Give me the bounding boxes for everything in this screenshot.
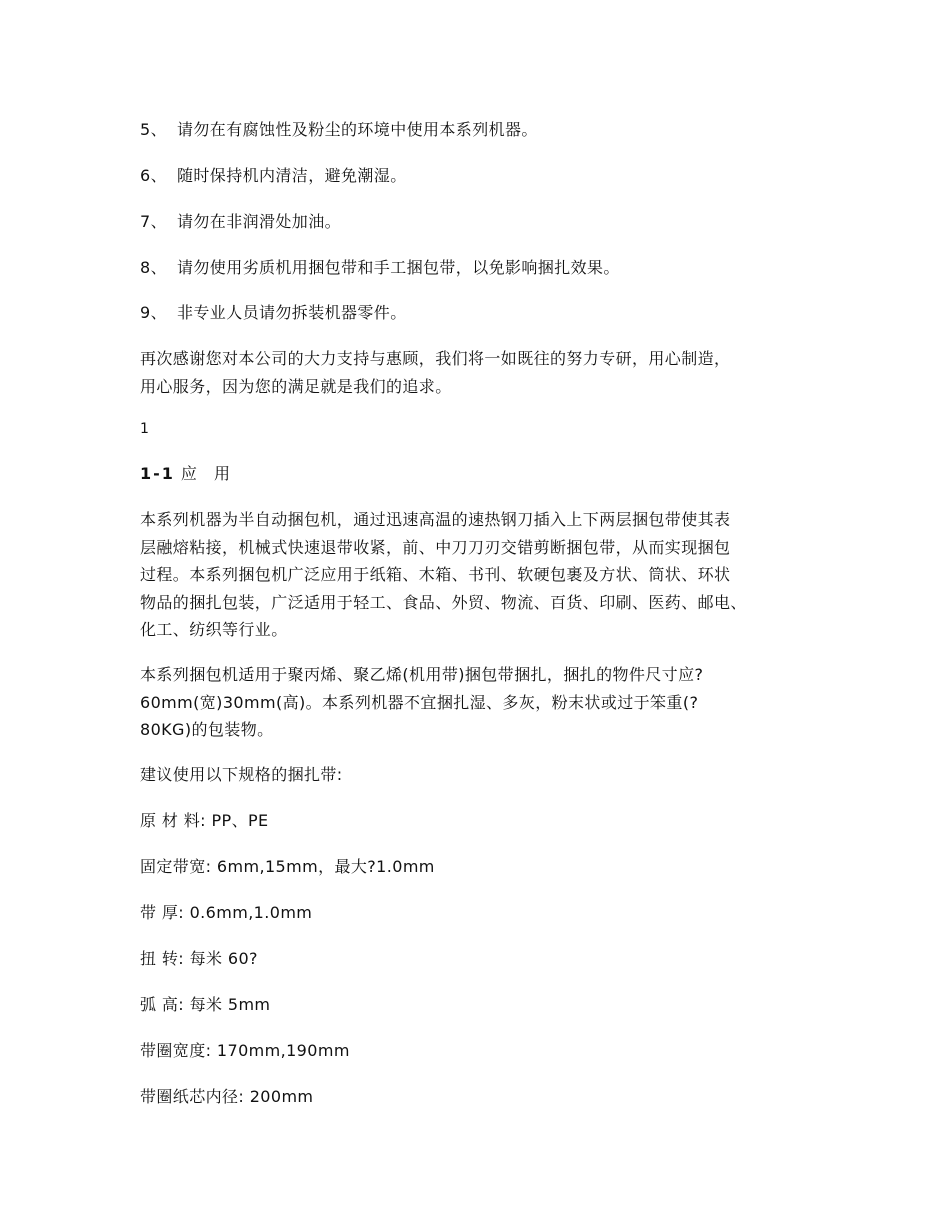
precaution-item-7 bbox=[140, 208, 341, 235]
precaution-text: 请勿使用劣质机用捆包带和手工捆包带，以免影响捆扎效果。 bbox=[177, 258, 620, 277]
precaution-item-8 bbox=[140, 254, 620, 281]
paragraph-line: 80KG)的包装物。 bbox=[140, 720, 274, 739]
spec-row-width bbox=[140, 853, 435, 880]
precaution-text: 随时保持机内清洁，避免潮湿。 bbox=[177, 166, 407, 185]
spec-row-material bbox=[140, 807, 269, 834]
spec-value: 每米 60? bbox=[189, 949, 258, 968]
application-paragraph bbox=[140, 506, 820, 644]
section-number: 1-1 bbox=[140, 464, 175, 483]
list-number: 9、 bbox=[140, 303, 167, 322]
spec-value: 200mm bbox=[249, 1087, 314, 1106]
spec-value: PP、PE bbox=[211, 811, 269, 830]
precaution-item-5 bbox=[140, 116, 538, 143]
page-number: 1 bbox=[140, 421, 150, 437]
paragraph-line: 本系列捆包机适用于聚丙烯、聚乙烯(机用带)捆包带捆扎，捆扎的物件尺寸应? bbox=[140, 665, 704, 684]
paragraph-line: 化工、纺织等行业。 bbox=[140, 620, 288, 639]
paragraph-line: 再次感谢您对本公司的大力支持与惠顾，我们将一如既往的努力专研，用心制造， bbox=[140, 349, 731, 368]
paragraph-line: 层融熔粘接，机械式快速退带收紧，前、中刀刀刃交错剪断捆包带，从而实现捆包 bbox=[140, 537, 731, 557]
spec-row-twist bbox=[140, 945, 258, 972]
list-number: 5、 bbox=[140, 120, 167, 139]
spec-value: 0.6mm,1.0mm bbox=[189, 903, 313, 922]
spec-row-core-diameter bbox=[140, 1083, 313, 1110]
precaution-text: 非专业人员请勿拆装机器零件。 bbox=[177, 303, 407, 322]
spec-label: 带 厚: bbox=[140, 903, 185, 922]
paragraph-line: 本系列机器为半自动捆包机，通过迅速高温的速热钢刀插入上下两层捆包带使其表 bbox=[140, 510, 731, 529]
suitability-paragraph bbox=[140, 661, 820, 744]
list-number: 8、 bbox=[140, 258, 167, 277]
paragraph-line: 物品的捆扎包装，广泛适用于轻工、食品、外贸、物流、百货、印刷、医药、邮电、 bbox=[140, 592, 747, 612]
precaution-text: 请勿在有腐蚀性及粉尘的环境中使用本系列机器。 bbox=[177, 120, 538, 139]
spec-label: 弧 高: bbox=[140, 995, 185, 1014]
thanks-paragraph bbox=[140, 345, 820, 400]
spec-value: 170mm,190mm bbox=[216, 1041, 350, 1060]
spec-label: 固定带宽: bbox=[140, 857, 212, 876]
section-heading bbox=[140, 460, 236, 487]
spec-label: 扭 转: bbox=[140, 949, 185, 968]
list-number: 6、 bbox=[140, 166, 167, 185]
list-number: 7、 bbox=[140, 212, 167, 231]
paragraph-line: 60mm(宽)30mm(高)。本系列机器不宜捆扎湿、多灰，粉末状或过于笨重(? bbox=[140, 692, 699, 712]
precaution-item-6 bbox=[140, 162, 407, 189]
recommend-intro: 建议使用以下规格的捆扎带: bbox=[140, 765, 343, 784]
spec-label: 带圈宽度: bbox=[140, 1041, 212, 1060]
spec-value: 6mm,15mm，最大?1.0mm bbox=[216, 857, 435, 876]
paragraph-line: 过程。本系列捆包机广泛应用于纸箱、木箱、书刊、软硬包裹及方状、筒状、环状 bbox=[140, 565, 731, 584]
spec-label: 原 材 料: bbox=[140, 811, 206, 830]
spec-label: 带圈纸芯内径: bbox=[140, 1087, 245, 1106]
spec-row-coil-width bbox=[140, 1037, 350, 1064]
paragraph-line: 用心服务，因为您的满足就是我们的追求。 bbox=[140, 376, 452, 396]
precaution-item-9 bbox=[140, 299, 407, 326]
precaution-text: 请勿在非润滑处加油。 bbox=[177, 212, 342, 231]
spec-value: 每米 5mm bbox=[189, 995, 271, 1014]
spec-row-camber bbox=[140, 991, 270, 1018]
spec-row-thickness bbox=[140, 899, 312, 926]
section-title: 应 用 bbox=[180, 464, 236, 483]
